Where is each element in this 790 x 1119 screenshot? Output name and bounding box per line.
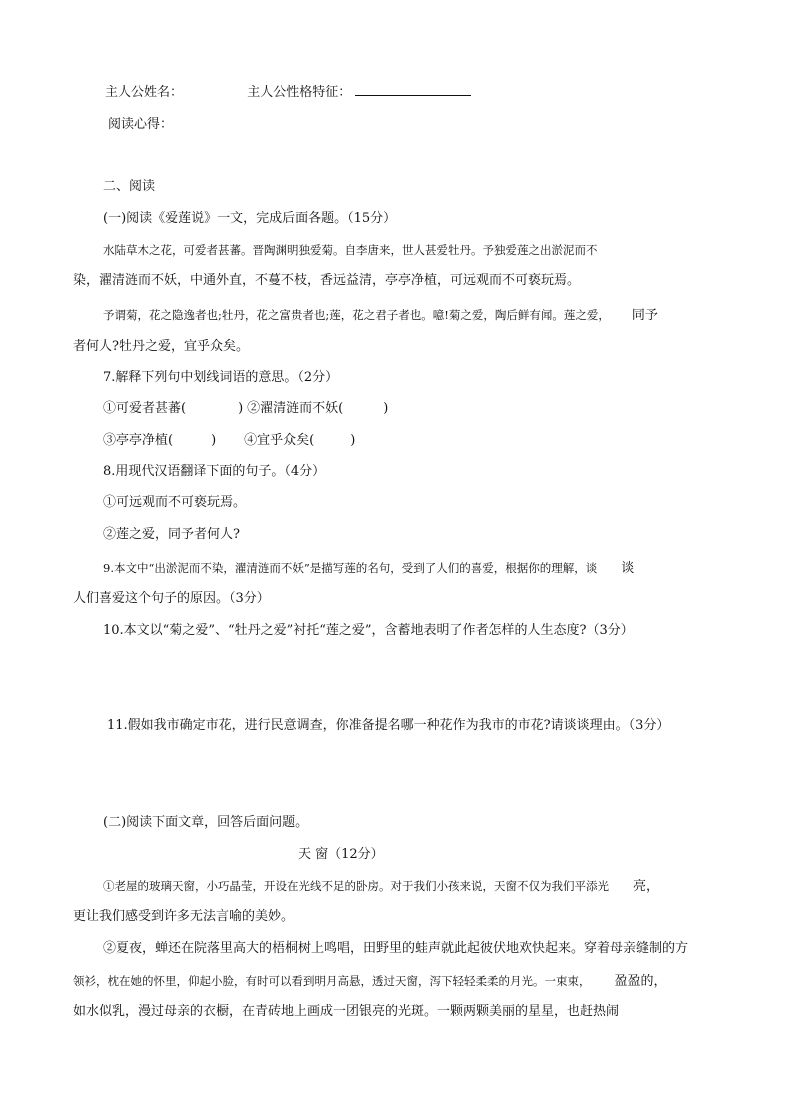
q9-text: 9.本文中“出淤泥而不染，濯清涟而不妖”是描写莲的名句，受到了人们的喜爱，根据你的理解，谈 (103, 561, 598, 575)
q9-tail: 谈 (621, 561, 635, 576)
q7-item1: ①可爱者甚蕃( (103, 401, 187, 416)
article-para1-text: ①老屋的玻璃天窗，小巧晶莹，开设在光线不足的卧房。对于我们小孩来说，天窗不仅为我们平添光 (103, 879, 609, 893)
question-9-line2: 人们喜爱这个句子的原因。（3分） (73, 591, 270, 606)
q7-item2-close: ) (383, 401, 389, 416)
question-7-row1 (103, 400, 388, 418)
article-para2-tail: 盈盈的， (614, 974, 667, 989)
article-para2-line3: 如水似乳，漫过母亲的衣橱，在青砖地上画成一团银亮的光斑。一颗两颗美丽的星星，也赶热闹 (73, 1004, 620, 1019)
article-para1-line1 (103, 877, 659, 896)
question-11: 11.假如我市确定市花，进行民意调查，你准备提名哪一种花作为我市的市花?请谈谈理由。（3分） (107, 718, 670, 733)
q7-item1-close: ) (238, 401, 244, 416)
question-9-line1 (103, 559, 634, 578)
hero-trait-blank[interactable] (355, 84, 471, 96)
passage1-para1-line2: 染，濯清涟而不妖，中通外直，不蔓不枝，香远益清，亭亭净植，可远观而不可亵玩焉。 (73, 273, 581, 288)
passage1-para2-text: 予谓菊，花之隐逸者也;牡丹，花之富贵者也;莲，花之君子者也。噫!菊之爱，陶后鲜有闻。莲之爱， (103, 308, 610, 322)
question-10: 10.本文以“菊之爱”、“牡丹之爱”衬托“莲之爱”，含蓄地表明了作者怎样的人生态度?（3分） (103, 623, 634, 638)
q7-item3-close: ) (211, 433, 217, 448)
passage1-para1-line1: 水陆草木之花，可爱者甚蕃。晋陶渊明独爱菊。自李唐来，世人甚爱牡丹。予独爱莲之出淤泥而不 (103, 243, 598, 257)
article-title: 天 窗（12分） (298, 847, 384, 862)
article-para2-line1: ②夏夜，蝉还在院落里高大的梧桐树上鸣唱，田野里的蛙声就此起彼伏地欢快起来。穿着母亲缝制的方 (103, 941, 689, 956)
hero-info-row (105, 84, 471, 102)
q7-item2: ②濯清涟而不妖( (247, 401, 344, 416)
article-para2-text: 领衫，枕在她的怀里，仰起小脸，有时可以看到明月高悬，透过天窗，泻下轻轻柔柔的月光。一束束， (73, 974, 591, 988)
part1-intro: (一)阅读《爱莲说》一文，完成后面各题。（15分） (103, 211, 397, 226)
part2-intro: (二)阅读下面文章，回答后面问题。 (103, 815, 309, 830)
q7-item4-close: ) (350, 433, 356, 448)
q7-item4: ④宜乎众矣( (244, 433, 315, 448)
question-8: 8.用现代汉语翻译下面的句子。（4分） (103, 464, 326, 479)
article-para1-tail: 亮， (633, 879, 660, 894)
question-8-item2: ②莲之爱，同予者何人? (103, 527, 240, 542)
question-7-row2 (103, 432, 355, 450)
article-para2-line2 (73, 972, 667, 991)
question-7: 7.解释下列句中划线词语的意思。（2分） (103, 370, 339, 385)
hero-trait-label: 主人公性格特征： (247, 85, 352, 100)
article-para1-line2: 更让我们感受到许多无法言喻的美妙。 (73, 909, 295, 924)
q7-item3: ③亭亭净植( (103, 433, 174, 448)
passage1-para2-line1 (103, 306, 658, 325)
passage1-para2-line2: 者何人?牡丹之爱，宜乎众矣。 (73, 339, 249, 354)
question-8-item1: ①可远观而不可亵玩焉。 (103, 495, 247, 510)
passage1-para2-tail: 同予 (631, 308, 658, 323)
hero-name-label: 主人公姓名： (105, 85, 184, 100)
reading-notes-label: 阅读心得： (108, 117, 174, 132)
section-heading: 二、阅读 (103, 179, 156, 194)
